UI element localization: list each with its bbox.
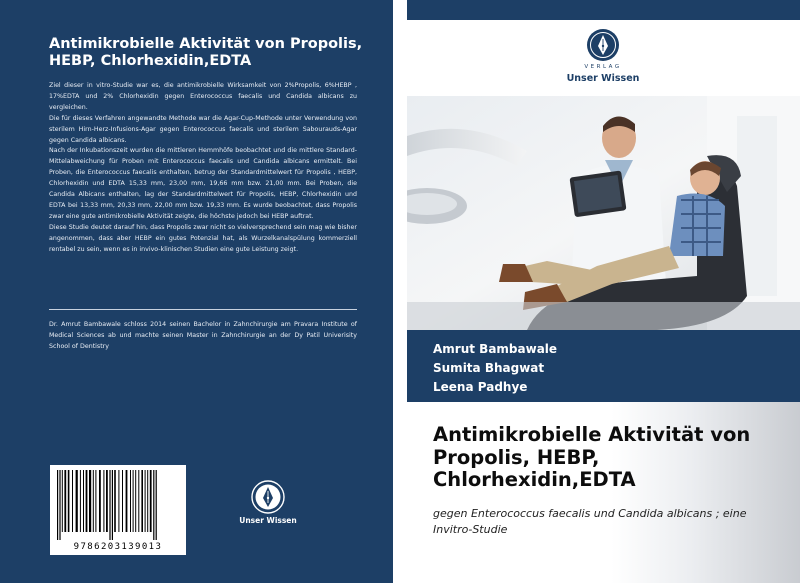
barcode-bar bbox=[86, 470, 88, 532]
back-cover-title: Antimikrobielle Aktivität von Propolis, HEBP, Chlorhexidin,EDTA bbox=[49, 36, 363, 69]
barcode-bar bbox=[147, 470, 148, 532]
barcode-bar bbox=[153, 470, 154, 540]
front-publisher-name: Unser Wissen bbox=[566, 73, 640, 84]
back-cover bbox=[0, 0, 393, 583]
verlag-label: VERLAG bbox=[584, 64, 622, 70]
spine bbox=[393, 0, 407, 583]
front-cover-subtitle: gegen Enterococcus faecalis und Candida albicans ; eine Invitro-Studie bbox=[433, 507, 747, 536]
abstract-paragraph: Diese Studie deutet darauf hin, dass Propolis zwar nicht so vielversprechend sein mag wie bisher angenommen, dass aber HEBP ein gutes Potenzial hat, als Wurzelkanalspülung kommerziell rentabel zu sein, wenn es in invivo-klinischen Studien eine gute Leistung zeigt. bbox=[49, 223, 357, 253]
back-publisher-logo bbox=[230, 478, 306, 534]
barcode-bar bbox=[106, 470, 108, 532]
front-publisher-logo bbox=[550, 28, 656, 92]
barcode-bar bbox=[62, 470, 63, 532]
barcode-bar bbox=[109, 470, 110, 540]
barcode-bar bbox=[145, 470, 146, 532]
barcode-bar bbox=[114, 470, 116, 532]
pen-nib-emblem-icon bbox=[230, 478, 306, 516]
barcode-bar bbox=[141, 470, 143, 532]
pen-nib-emblem-icon bbox=[550, 28, 656, 64]
barcode-bar bbox=[156, 470, 157, 540]
author-name: Leena Padhye bbox=[433, 380, 528, 394]
barcode-bar bbox=[72, 470, 73, 532]
abstract-paragraph: Nach der Inkubationszeit wurden die mittleren Hemmhöfe beobachtet und die mittlere Standard-Mittelabweichung für Proben mit Enterococcus faecalis und Candida albicans ermittelt. Bei Proben, die Enterococcus faecalis enthalten, betrug der Standardmittelwert für Propolis , HEBP, Chlorhexidin und EDTA 15,33 mm, 23,00 mm, 19,66 mm bzw. 21,00 mm. Bei Proben, die Candida Albicans enthalten, lag der Standardmittelwert für Propolis, HEBP, Chlorhexidin und EDTA bei 13,33 mm, 20,33 mm, 22,00 mm bzw. 19,33 mm. Es wurde beobachtet, dass Propolis zwar eine gute antimikrobielle Aktivität zeigte, die höchste jedoch bei HEBP auftrat. bbox=[49, 147, 357, 220]
barcode-bar bbox=[135, 470, 136, 532]
abstract-paragraph: Ziel dieser in vitro-Studie war es, die antimikrobielle Wirksamkeit von 2%Propolis, 6%HEBP , 17%EDTA und 2% Chlorhexidin gegen Enterococcus faecalis und Candida albicans zu vergleichen. bbox=[49, 82, 357, 111]
cover-photo bbox=[407, 96, 800, 330]
barcode-bar bbox=[99, 470, 101, 532]
barcode-bar bbox=[133, 470, 134, 532]
dentist-and-boy-photo bbox=[407, 96, 800, 330]
author-bio: Dr. Amrut Bambawale schloss 2014 seinen Bachelor in Zahnchirurgie am Pravara Institute of Medical Sciences ab und machte seinen Master in Zahnchirurgie an der Dy Patil Univerisity School of Dentistry bbox=[49, 321, 357, 350]
barcode-bar bbox=[64, 470, 66, 532]
divider bbox=[49, 309, 357, 310]
author-name: Amrut Bambawale bbox=[433, 342, 558, 356]
author-name: Sumita Bhagwat bbox=[433, 361, 545, 375]
authors-band bbox=[407, 330, 800, 402]
barcode-bar bbox=[118, 470, 119, 532]
barcode-bar bbox=[93, 470, 94, 532]
top-color-bar bbox=[407, 0, 800, 20]
barcode-bar bbox=[126, 470, 128, 532]
barcode-bar bbox=[68, 470, 70, 532]
barcode-bar bbox=[122, 470, 123, 532]
barcode-bar bbox=[59, 470, 60, 540]
abstract-paragraph: Die für dieses Verfahren angewandte Methode war die Agar-Cup-Methode unter Verwendung von sterilem Hirn-Herz-Infusions-Agar gegen Enterococcus faecalis und sterilem Sabourauds-Agar gegen Candida albicans. bbox=[49, 114, 357, 144]
barcode-bar bbox=[83, 470, 84, 532]
barcode-bar bbox=[150, 470, 152, 532]
isbn-number: 9786203139013 bbox=[73, 542, 163, 552]
barcode-bar bbox=[138, 470, 139, 532]
barcode-bar bbox=[112, 470, 113, 540]
barcode-bar bbox=[80, 470, 81, 532]
back-publisher-name: Unser Wissen bbox=[239, 516, 297, 525]
barcode-bar bbox=[57, 470, 58, 540]
barcode-bars bbox=[55, 470, 181, 540]
barcode-bar bbox=[95, 470, 96, 532]
isbn-barcode bbox=[50, 465, 186, 555]
front-cover-title: Antimikrobielle Aktivität von Propolis, HEBP, Chlorhexidin,EDTA bbox=[433, 423, 751, 491]
front-cover bbox=[407, 0, 800, 583]
abstract-text bbox=[49, 81, 357, 256]
barcode-bar bbox=[103, 470, 104, 532]
barcode-bar bbox=[89, 470, 91, 532]
title-area bbox=[407, 402, 800, 583]
barcode-bar bbox=[130, 470, 131, 532]
barcode-bar bbox=[76, 470, 78, 532]
